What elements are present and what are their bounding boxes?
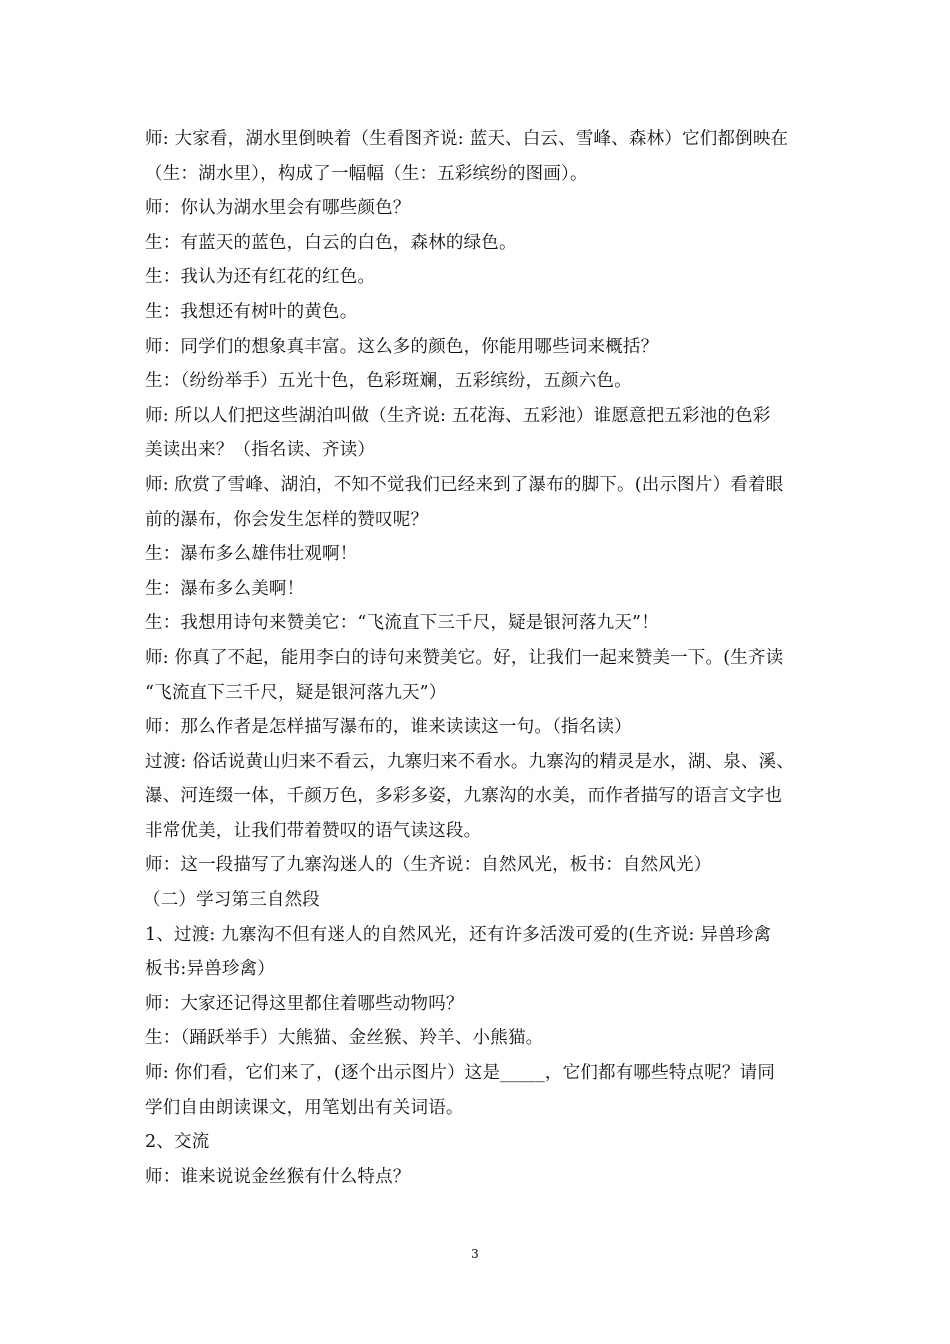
text-line: “飞流直下三千尺，疑是银河落九天”） (145, 682, 447, 703)
text-line: 师: 欣赏了雪峰、湖泊，不知不觉我们已经来到了瀑布的脚下。(出示图片）看着眼 (145, 474, 784, 495)
text-line: 1、过渡: 九寨沟不但有迷人的自然风光，还有许多活泼可爱的(生齐说: 异兽珍禽 (145, 924, 772, 945)
text-line: 师: 你真了不起，能用李白的诗句来赞美它。好，让我们一起来赞美一下。(生齐读 (145, 647, 784, 668)
text-line: （生：湖水里），构成了一幅幅（生：五彩缤纷的图画）。 (145, 163, 588, 184)
text-line: 生：瀑布多么美啊！ (145, 578, 305, 599)
text-line: 生：我想用诗句来赞美它：“飞流直下三千尺，疑是银河落九天”！ (145, 613, 659, 634)
text-line: 生：瀑布多么雄伟壮观啊！ (145, 544, 358, 565)
text-line: 生：（纷纷举手）五光十色，色彩斑斓，五彩缤纷，五颜六色。 (145, 371, 632, 392)
text-line: 师：你认为湖水里会有哪些颜色？ (145, 198, 411, 219)
text-line: 过渡: 俗话说黄山归来不看云，九寨归来不看水。九寨沟的精灵是水，湖、泉、溪、 (145, 751, 795, 772)
document-body (145, 122, 810, 1194)
text-line: 师: 所以人们把这些湖泊叫做（生齐说: 五花海、五彩池）谁愿意把五彩池的色彩 (145, 405, 771, 426)
text-line: 瀑、河连缀一体，千颜万色，多彩多姿，九寨沟的水美，而作者描写的语言文字也 (145, 786, 783, 807)
text-line: 师：这一段描写了九寨沟迷人的（生齐说：自然风光，板书：自然风光） (145, 855, 712, 876)
text-line: 生：我认为还有红花的红色。 (145, 267, 376, 288)
text-line: 师: 大家看，湖水里倒映着（生看图齐说: 蓝天、白云、雪峰、森林）它们都倒映在 (145, 129, 789, 149)
text-line: 师：谁来说说金丝猴有什么特点？ (145, 1166, 411, 1187)
text-line: 生：（踊跃举手）大熊猫、金丝猴、羚羊、小熊猫。 (145, 1028, 544, 1049)
text-line: 师：大家还记得这里都住着哪些动物吗？ (145, 993, 464, 1014)
text-line: 2、交流 (145, 1132, 210, 1153)
text-line: 板书:异兽珍禽） (145, 959, 275, 980)
text-line: 师：同学们的想象真丰富。这么多的颜色，你能用哪些词来概括？ (145, 336, 659, 357)
section-heading: （二）学习第三自然段 (143, 890, 320, 911)
text-line: 美读出来？（指名读、齐读） (145, 440, 376, 461)
text-line: 师：那么作者是怎样描写瀑布的，谁来读读这一句。（指名读） (145, 717, 632, 738)
text-line: 生：我想还有树叶的黄色。 (145, 301, 358, 322)
text-line: 前的瀑布，你会发生怎样的赞叹呢？ (145, 509, 429, 530)
page-number: 3 (471, 1247, 479, 1261)
text-line: 非常优美，让我们带着赞叹的语气读这段。 (145, 820, 482, 841)
text-line: 生：有蓝天的蓝色，白云的白色，森林的绿色。 (145, 232, 517, 253)
text-line: 学们自由朗读课文，用笔划出有关词语。 (145, 1097, 464, 1118)
text-line: 师: 你们看，它们来了，(逐个出示图片）这是_____，它们都有哪些特点呢？请同 (145, 1063, 776, 1084)
